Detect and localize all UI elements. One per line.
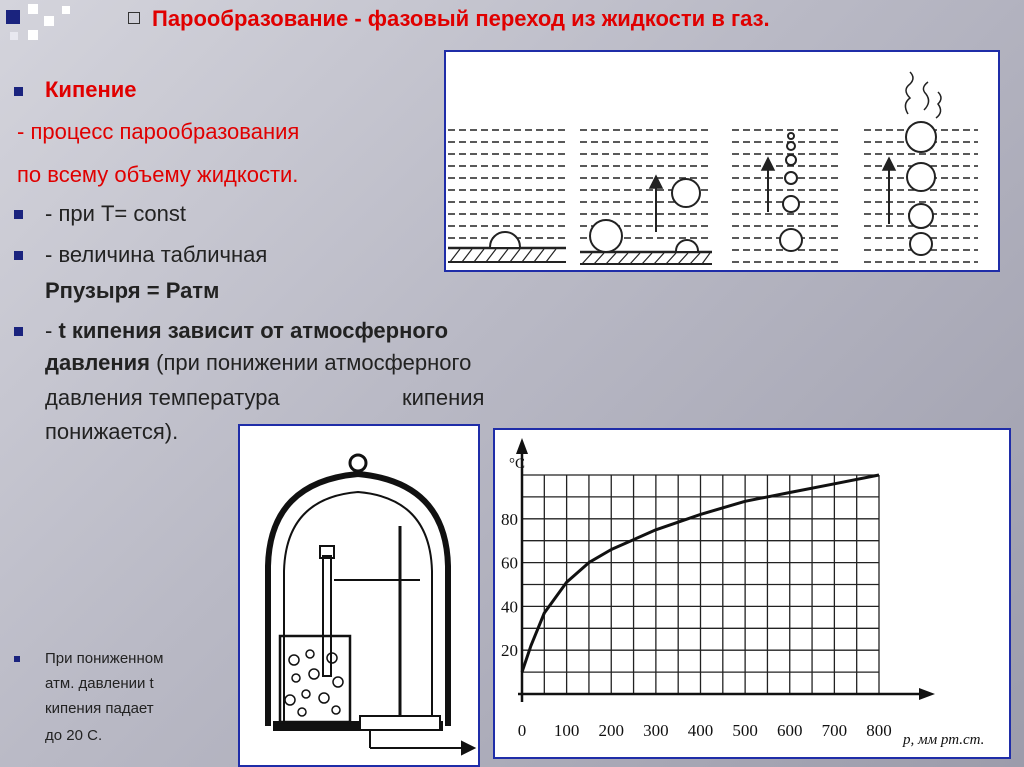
chart-x-tick-label: 0 — [517, 721, 527, 740]
boiling-point-chart-panel — [493, 428, 1011, 759]
bullet-boil-line2 — [45, 352, 471, 374]
note-line-1: При пониженном — [45, 650, 164, 667]
bullet-boil-line4: понижается). — [45, 419, 179, 444]
bullet-square-icon — [14, 210, 23, 219]
bullet-boil-line3a: давления температура — [45, 385, 280, 410]
bubble-panel-4 — [864, 72, 978, 262]
bullet-table-line2: Рпузыря = Ратм — [45, 278, 220, 303]
chart-x-tick-label: 100 — [553, 721, 580, 740]
chart-y-tick-label: 20 — [501, 641, 518, 661]
boiling-point-chart — [495, 430, 1009, 757]
chart-x-axis-label: p, мм рт.ст. — [903, 732, 985, 748]
slide-title — [128, 6, 770, 32]
chart-x-tick-label: 700 — [821, 721, 848, 740]
bubbles-illustration-panel — [444, 50, 1000, 272]
chart-x-tick-label: 400 — [687, 721, 714, 740]
heading-boiling: Кипение — [45, 77, 137, 102]
bullet-table-line1: - величина табличная — [45, 242, 268, 267]
chart-y-tick-label: 40 — [501, 597, 518, 617]
definition-line-1: - процесс парообразования — [17, 119, 300, 144]
bullet-boil-rest2: (при понижении атмосферного — [150, 350, 472, 375]
chart-x-tick-label: 300 — [643, 721, 669, 740]
bullet-square-icon — [14, 87, 23, 96]
boiling-bubbles-illustration — [446, 52, 998, 270]
chart-x-axis-arrow — [919, 688, 935, 700]
bullet-boil-prefix: - — [45, 318, 59, 343]
bubble-panel-3 — [732, 130, 842, 262]
chart-y-axis-label: °C — [509, 456, 526, 472]
bullet-boil-line1 — [45, 320, 448, 342]
checkbox-square-icon — [128, 12, 140, 24]
note-line-2: атм. давлении t — [45, 675, 154, 692]
bell-jar-apparatus-illustration — [240, 426, 480, 767]
chart-grid — [522, 475, 879, 694]
note-line-4: до 20 С. — [45, 727, 103, 744]
chart-x-tick-label: 500 — [732, 721, 758, 740]
bullet-boil-line3b: кипения — [402, 385, 485, 410]
bubble-panel-1 — [448, 130, 566, 262]
bubble-panel-2 — [580, 130, 712, 264]
corner-decoration — [0, 0, 88, 50]
bullet-square-icon — [14, 327, 23, 336]
bullet-t-const: - при T= const — [45, 201, 186, 226]
note-line-3: кипения падает — [45, 700, 154, 717]
chart-y-axis-arrow — [516, 438, 528, 454]
chart-x-tick-label: 600 — [777, 721, 803, 740]
chart-x-tick-label: 200 — [598, 721, 624, 740]
definition-line-2: по всему объему жидкости. — [17, 162, 299, 187]
bullet-square-icon — [14, 656, 20, 662]
chart-y-tick-label: 60 — [501, 553, 518, 573]
slide-title-text: Парообразование - фазовый переход из жидкости в газ. — [152, 6, 770, 31]
bullet-boil-bold2: давления — [45, 350, 151, 375]
chart-y-tick-label: 80 — [501, 509, 518, 529]
bullet-square-icon — [14, 251, 23, 260]
bell-jar-panel — [238, 424, 480, 767]
chart-ticks — [501, 510, 892, 740]
bullet-boil-bold1: t кипения зависит от атмосферного — [58, 318, 449, 343]
chart-x-tick-label: 800 — [866, 721, 892, 740]
